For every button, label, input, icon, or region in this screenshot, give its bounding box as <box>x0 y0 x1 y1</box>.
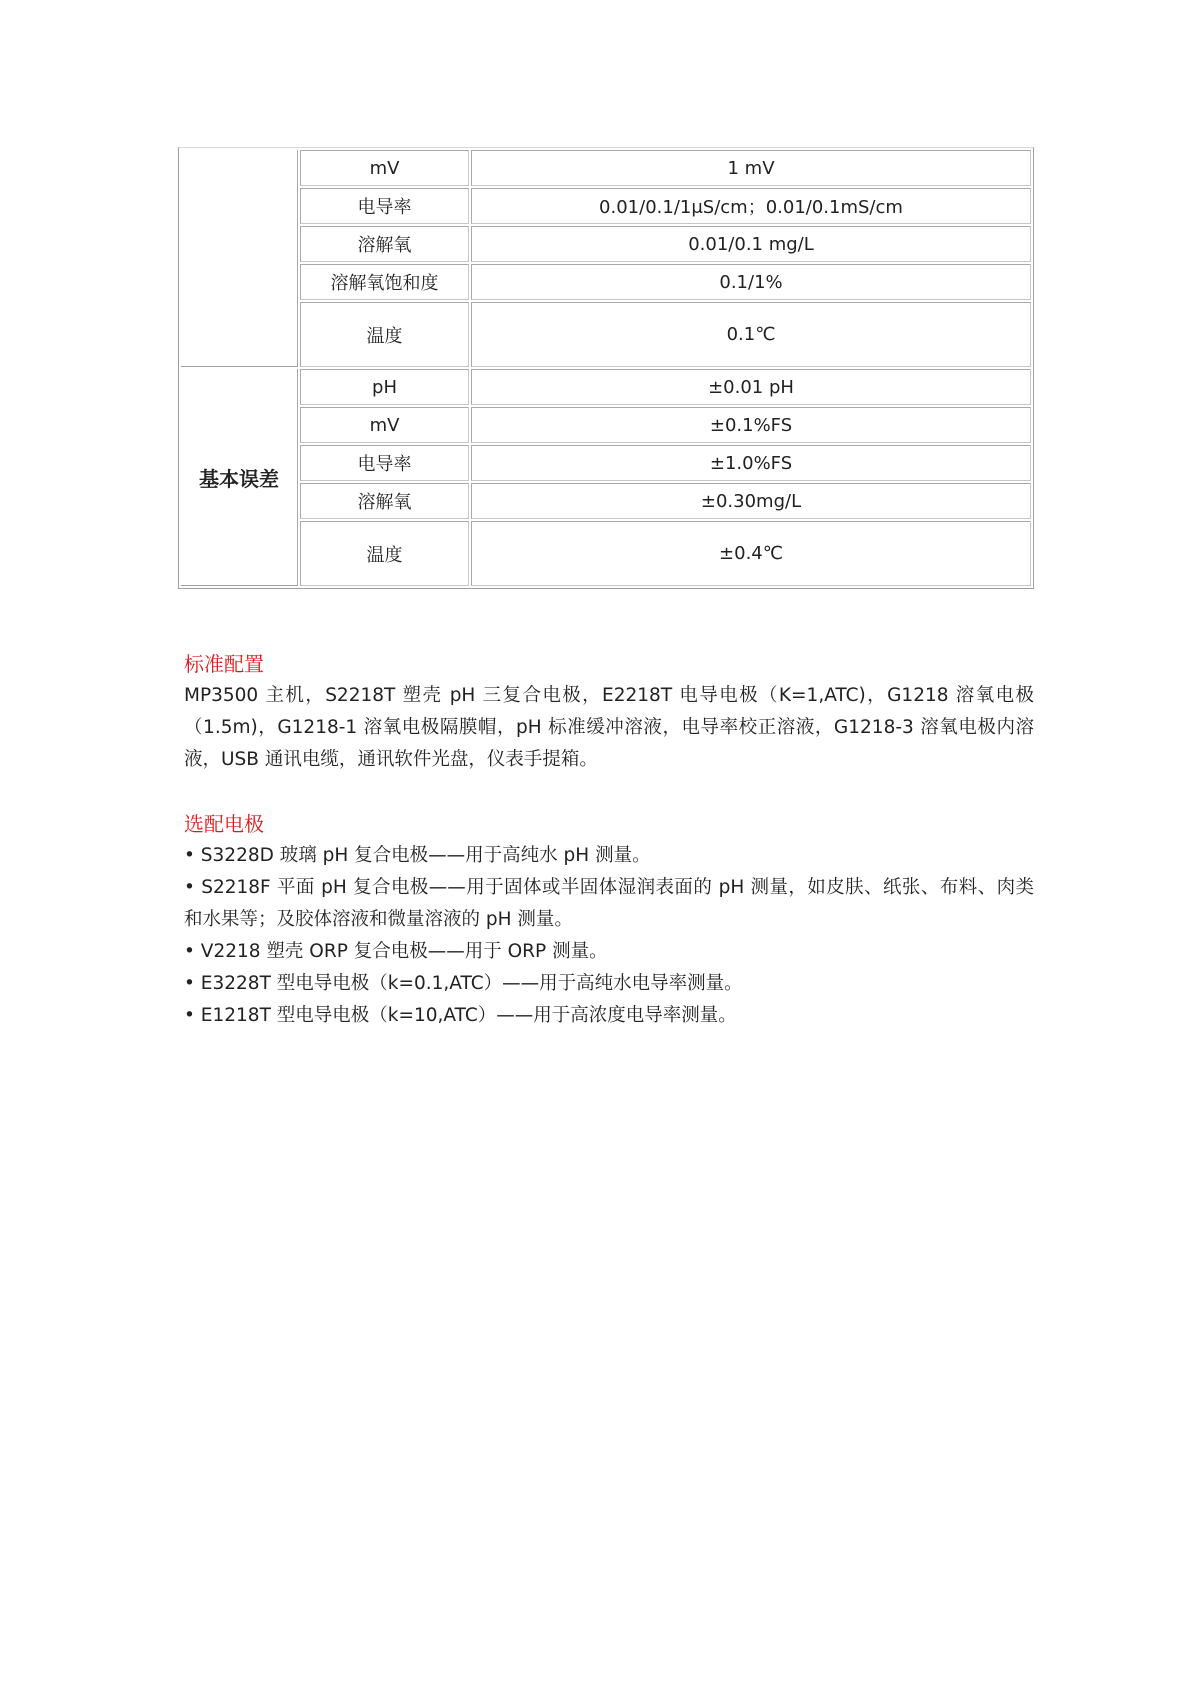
param-cell: 溶解氧 <box>300 226 469 262</box>
value-cell: 0.1℃ <box>471 302 1031 367</box>
table-row <box>181 226 1031 262</box>
list-item: • S2218F 平面 pH 复合电极——用于固体或半固体湿润表面的 pH 测量，如皮肤、纸张、布料、肉类和水果等；及胶体溶液和微量溶液的 pH 测量。 <box>184 877 1034 930</box>
standard-config-heading: 标准配置 <box>184 652 264 676</box>
param-cell: mV <box>300 407 469 443</box>
param-cell: pH <box>300 369 469 405</box>
param-cell: 溶解氧饱和度 <box>300 264 469 300</box>
resolution-group-cell <box>181 150 298 367</box>
param-cell: 温度 <box>300 521 469 586</box>
standard-config-section <box>184 648 1034 776</box>
error-group-label: 基本误差 <box>181 369 298 586</box>
table-row <box>181 521 1031 586</box>
value-cell: 0.1/1% <box>471 264 1031 300</box>
value-cell: ±1.0%FS <box>471 445 1031 481</box>
table-row <box>181 264 1031 300</box>
value-cell: 0.01/0.1/1μS/cm；0.01/0.1mS/cm <box>471 188 1031 224</box>
standard-config-text: MP3500 主机，S2218T 塑壳 pH 三复合电极，E2218T 电导电极（K=1,ATC)，G1218 溶氧电极（1.5m)，G1218-1 溶氧电极隔膜帽，pH 标准缓冲溶液，电导率校正溶液，G1218-3 溶氧电极内溶液，USB 通讯电缆，通讯软件光盘，仪表手提箱。 <box>184 685 1034 770</box>
param-cell: 温度 <box>300 302 469 367</box>
table-row <box>181 483 1031 519</box>
list-item: • E3228T 型电导电极（k=0.1,ATC）——用于高纯水电导率测量。 <box>184 973 743 994</box>
optional-electrodes-heading: 选配电极 <box>184 812 264 836</box>
spec-table <box>178 147 1034 589</box>
value-cell: ±0.4℃ <box>471 521 1031 586</box>
value-cell: ±0.30mg/L <box>471 483 1031 519</box>
table-row <box>181 369 1031 405</box>
value-cell: ±0.01 pH <box>471 369 1031 405</box>
value-cell: 0.01/0.1 mg/L <box>471 226 1031 262</box>
table-row <box>181 302 1031 367</box>
value-cell: 1 mV <box>471 150 1031 186</box>
table-row <box>181 150 1031 186</box>
optional-electrodes-section <box>184 808 1034 1032</box>
list-item: • E1218T 型电导电极（k=10,ATC）——用于高浓度电导率测量。 <box>184 1005 737 1026</box>
value-cell: ±0.1%FS <box>471 407 1031 443</box>
param-cell: 电导率 <box>300 445 469 481</box>
table-row <box>181 445 1031 481</box>
table-row <box>181 188 1031 224</box>
list-item: • V2218 塑壳 ORP 复合电极——用于 ORP 测量。 <box>184 941 608 962</box>
table-row <box>181 407 1031 443</box>
param-cell: 电导率 <box>300 188 469 224</box>
param-cell: 溶解氧 <box>300 483 469 519</box>
param-cell: mV <box>300 150 469 186</box>
list-item: • S3228D 玻璃 pH 复合电极——用于高纯水 pH 测量。 <box>184 845 651 866</box>
